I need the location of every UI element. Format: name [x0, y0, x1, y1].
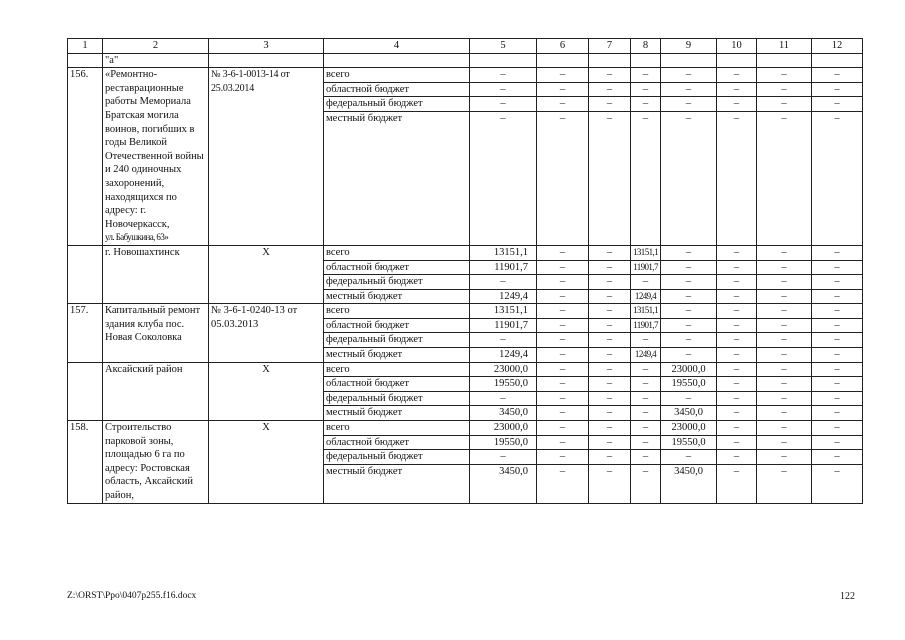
- item-number: 158.: [68, 421, 103, 504]
- table-row: областной бюджет 11901,7 – – 11901,7 – – – –: [68, 318, 863, 333]
- budget-label: федеральный бюджет: [324, 450, 470, 465]
- budget-label: местный бюджет: [324, 348, 470, 363]
- item-doc: Х: [209, 362, 324, 420]
- table-row: 156. «Ремонтно-реставрационные работы Мемориала Братская могила воинов, погибших в годы Великой Отечественной войны и 240 одиночных захоронений, находящихся по адресу: г. Новочеркасск, ул. Бабушкина, 63» № 3-6-1-0013-14 от 25.03.2014 всего – – – – – – – –: [68, 68, 863, 83]
- budget-label: федеральный бюджет: [324, 333, 470, 348]
- col-header: 1: [68, 39, 103, 54]
- table-row: областной бюджет 11901,7 – – 11901,7 – – – –: [68, 260, 863, 275]
- col-header: 2: [103, 39, 209, 54]
- table-row: областной бюджет – – – – – – – –: [68, 82, 863, 97]
- table-row: местный бюджет 1249,4 – – 1249,4 – – – –: [68, 289, 863, 304]
- budget-label: областной бюджет: [324, 435, 470, 450]
- table-row: 157. Капитальный ремонт здания клуба пос. Новая Соколовка № 3-6-1-0240-13 от 05.03.2013 всего 13151,1 – – 13151,1 – – – –: [68, 304, 863, 319]
- table-row: местный бюджет – – – – – – – –: [68, 111, 863, 245]
- continuation-row: [68, 53, 863, 68]
- col-header: 12: [812, 39, 863, 54]
- table-row: областной бюджет 19550,0 – – – 19550,0 – – –: [68, 435, 863, 450]
- col-header: 5: [470, 39, 537, 54]
- budget-label: всего: [324, 421, 470, 436]
- budget-label: федеральный бюджет: [324, 275, 470, 290]
- table-row: 158. Строительство парковой зоны, площадью 6 га по адресу: Ростовская область, Аксайский район, Х всего 23000,0 – – – 23000,0 – – –: [68, 421, 863, 436]
- col-header: 7: [589, 39, 631, 54]
- group-name: г. Новошахтинск: [103, 245, 209, 303]
- table-row: федеральный бюджет – – – – – – – –: [68, 275, 863, 290]
- item-name: «Ремонтно-реставрационные работы Мемориала Братская могила воинов, погибших в годы Великой Отечественной войны и 240 одиночных захоронений, находящихся по адресу: г. Новочеркасск, ул. Бабушкина, 63»: [103, 68, 209, 246]
- table-row: областной бюджет 19550,0 – – – 19550,0 – – –: [68, 377, 863, 392]
- table-row: Аксайский район Х всего 23000,0 – – – 23000,0 – – –: [68, 362, 863, 377]
- budget-label: областной бюджет: [324, 260, 470, 275]
- budget-label: областной бюджет: [324, 377, 470, 392]
- file-path: Z:\ORST\Ppo\0407p255.f16.docx: [67, 591, 197, 601]
- page-number: 122: [840, 591, 855, 602]
- budget-label: местный бюджет: [324, 406, 470, 421]
- col-header: 6: [537, 39, 589, 54]
- budget-label: федеральный бюджет: [324, 391, 470, 406]
- item-name: Капитальный ремонт здания клуба пос. Новая Соколовка: [103, 304, 209, 362]
- table-row: федеральный бюджет – – – – – – – –: [68, 450, 863, 465]
- budget-label: местный бюджет: [324, 111, 470, 245]
- header-row: [68, 39, 863, 54]
- item-number: 156.: [68, 68, 103, 246]
- table-row: местный бюджет 1249,4 – – 1249,4 – – – –: [68, 348, 863, 363]
- item-name: Строительство парковой зоны, площадью 6 га по адресу: Ростовская область, Аксайский район,: [103, 421, 209, 504]
- table-row: федеральный бюджет – – – – – – – –: [68, 333, 863, 348]
- table-row: федеральный бюджет – – – – – – – –: [68, 97, 863, 112]
- budget-label: областной бюджет: [324, 318, 470, 333]
- budget-label: федеральный бюджет: [324, 97, 470, 112]
- table-row: местный бюджет 3450,0 – – – 3450,0 – – –: [68, 406, 863, 421]
- budget-label: местный бюджет: [324, 289, 470, 304]
- item-number: 157.: [68, 304, 103, 362]
- budget-label: всего: [324, 245, 470, 260]
- col-header: 3: [209, 39, 324, 54]
- col-header: 4: [324, 39, 470, 54]
- continuation-label: "а": [103, 53, 209, 68]
- budget-label: всего: [324, 68, 470, 83]
- item-doc: Х: [209, 421, 324, 504]
- table-row: местный бюджет 3450,0 – – – 3450,0 – – –: [68, 464, 863, 503]
- col-header: 8: [631, 39, 661, 54]
- budget-label: местный бюджет: [324, 464, 470, 503]
- item-doc: Х: [209, 245, 324, 303]
- group-name: Аксайский район: [103, 362, 209, 420]
- budget-label: областной бюджет: [324, 82, 470, 97]
- budget-label: всего: [324, 362, 470, 377]
- item-doc: № 3-6-1-0240-13 от 05.03.2013: [209, 304, 324, 362]
- budget-label: всего: [324, 304, 470, 319]
- table-row: федеральный бюджет – – – – – – – –: [68, 391, 863, 406]
- col-header: 11: [757, 39, 812, 54]
- col-header: 9: [661, 39, 717, 54]
- budget-table: [67, 38, 863, 504]
- table-row: г. Новошахтинск Х всего 13151,1 – – 13151,1 – – – –: [68, 245, 863, 260]
- item-doc: № 3-6-1-0013-14 от 25.03.2014: [209, 68, 324, 246]
- col-header: 10: [717, 39, 757, 54]
